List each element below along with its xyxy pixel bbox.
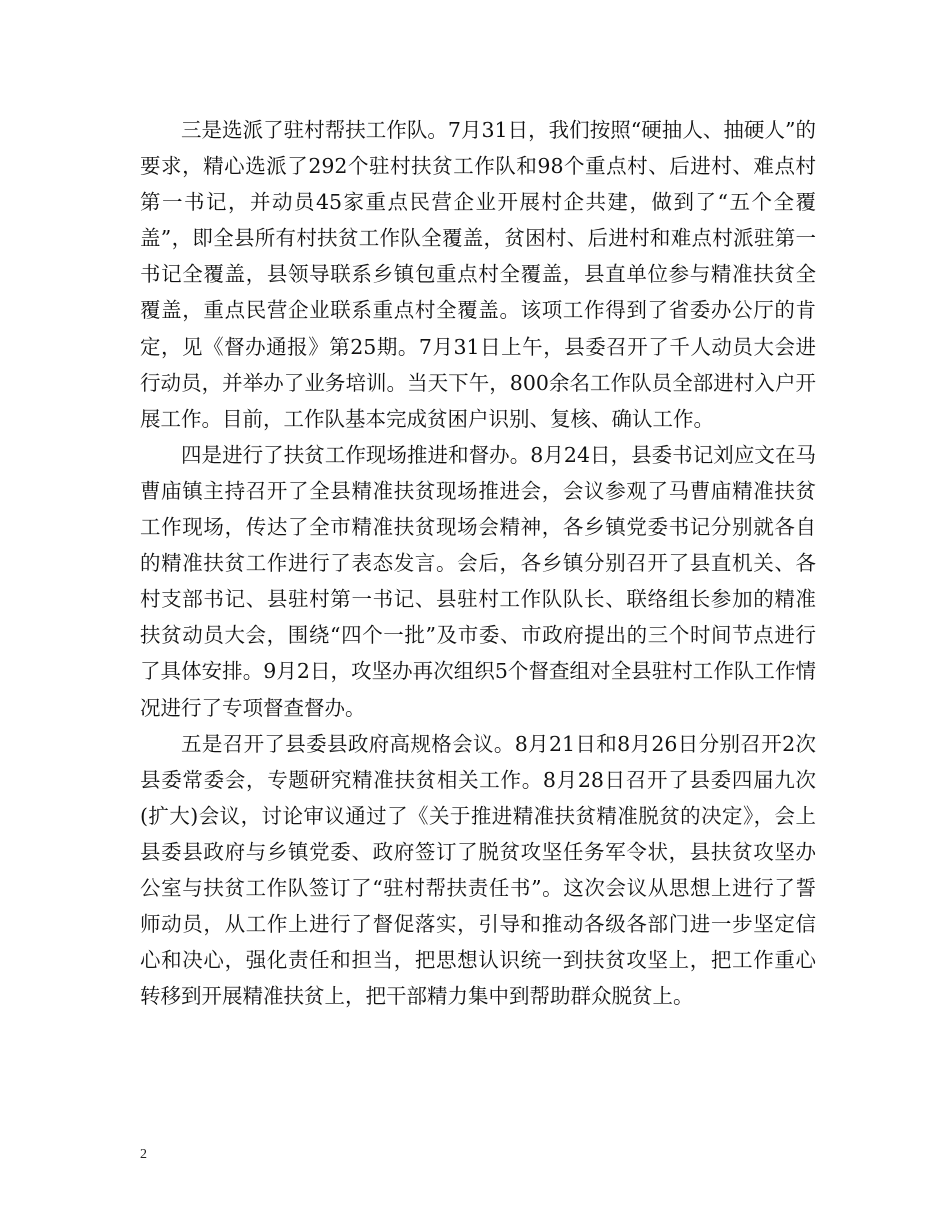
page-number: 2 bbox=[140, 1147, 147, 1162]
paragraph-dispatch-work-teams: 三是选派了驻村帮扶工作队。7月31日，我们按照“硬抽人、抽硬人”的要求，精心选派了292个驻村扶贫工作队和98个重点村、后进村、难点村第一书记，并动员45家重点民营企业开展村企共建，做到了“五个全覆盖”，即全县所有村扶贫工作队全覆盖，贫困村、后进村和难点村派驻第一书记全覆盖，县领导联系乡镇包重点村全覆盖，县直单位参与精准扶贫全覆盖，重点民营企业联系重点村全覆盖。该项工作得到了省委办公厅的肯定，见《督办通报》第25期。7月31日上午，县委召开了千人动员大会进行动员，并举办了业务培训。当天下午，800余名工作队员全部进村入户开展工作。目前，工作队基本完成贫困户识别、复核、确认工作。 bbox=[140, 118, 816, 431]
document-body bbox=[140, 112, 816, 1014]
paragraph-onsite-promotion: 四是进行了扶贫工作现场推进和督办。8月24日，县委书记刘应文在马曹庙镇主持召开了全县精准扶贫现场推进会，会议参观了马曹庙精准扶贫工作现场，传达了全市精准扶贫现场会精神，各乡镇党委书记分别就各自的精准扶贫工作进行了表态发言。会后，各乡镇分别召开了县直机关、各村支部书记、县驻村第一书记、县驻村工作队队长、联络组长参加的精准扶贫动员大会，围绕“四个一批”及市委、市政府提出的三个时间节点进行了具体安排。9月2日，攻坚办再次组织5个督查组对全县驻村工作队工作情况进行了专项督查督办。 bbox=[140, 442, 816, 720]
paragraph-high-level-meetings: 五是召开了县委县政府高规格会议。8月21日和8月26日分别召开2次县委常委会，专题研究精准扶贫相关工作。8月28日召开了县委四届九次(扩大)会议，讨论审议通过了《关于推进精准扶贫精准脱贫的决定》，会上县委县政府与乡镇党委、政府签订了脱贫攻坚任务军令状，县扶贫攻坚办公室与扶贫工作队签订了“驻村帮扶责任书”。这次会议从思想上进行了誓师动员，从工作上进行了督促落实，引导和推动各级各部门进一步坚定信心和决心，强化责任和担当，把思想认识统一到扶贫攻坚上，把工作重心转移到开展精准扶贫上，把干部精力集中到帮助群众脱贫上。 bbox=[140, 731, 816, 1009]
